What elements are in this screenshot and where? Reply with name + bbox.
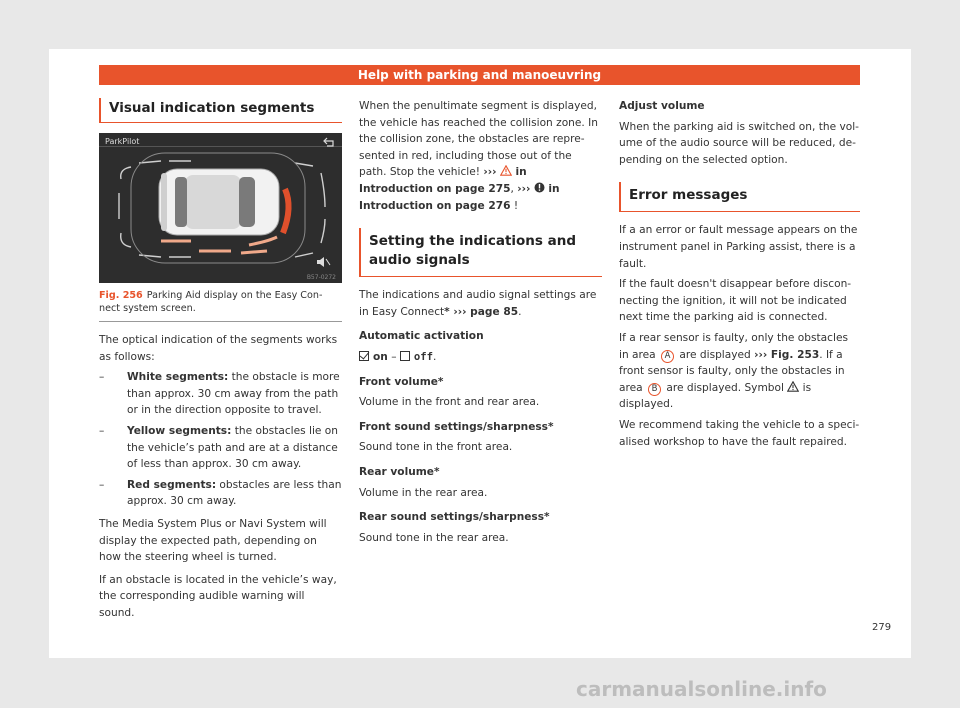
- setting-label-front-volume: Front volume*: [359, 375, 444, 388]
- section-title-error-messages: Error messages: [619, 182, 860, 212]
- list-item-label: White segments:: [127, 371, 229, 384]
- setting-label-front-sound: Front sound settings/sharpness*: [359, 420, 554, 433]
- setting-label-rear-sound: Rear sound settings/sharpness*: [359, 511, 550, 524]
- error-paragraph-4: We recommend taking the vehicle to a speci-alised workshop to have the fault repaired.: [619, 418, 860, 448]
- list-item: [99, 477, 342, 510]
- list-dash: –: [99, 371, 105, 384]
- error-text-e: is displayed.: [619, 381, 812, 411]
- figure-label: Fig. 256: [99, 290, 143, 301]
- link-separator: ,: [510, 182, 518, 195]
- settings-paragraph: [359, 287, 602, 320]
- adjust-volume-text: When the parking aid is switched on, the vol-ume of the audio source will be reduced, de-pending on the selected option.: [619, 120, 859, 166]
- intro-paragraph: The optical indication of the segments works as follows:: [99, 334, 338, 363]
- info-circle-icon: [534, 182, 545, 193]
- list-item-label: Yellow segments:: [127, 424, 232, 437]
- collision-zone-paragraph: [359, 98, 602, 214]
- collision-zone-text: When the penultimate segment is displayed, the vehicle has reached the collision zone. In the collision zone, the obstacles are repre-sented in red, including those out of the path. Stop the vehicle!: [359, 100, 598, 179]
- checkbox-checked-icon: [359, 351, 369, 361]
- option-end: .: [433, 350, 437, 363]
- option-dash: –: [387, 350, 400, 363]
- figure-code: B57-0272: [306, 274, 336, 281]
- link-introduction-page-275[interactable]: in Introduction on page 275: [359, 166, 527, 195]
- option-on: on: [373, 350, 388, 363]
- error-text-c: . If a front sensor is faulty, only the obstacles in area: [619, 348, 845, 394]
- setting-text-rear-volume: Volume in the rear area.: [359, 486, 488, 499]
- setting-automatic-activation-options: [359, 349, 602, 366]
- link-arrow[interactable]: ›››: [483, 166, 497, 179]
- link-introduction-page-276[interactable]: in Introduction on page 276: [359, 182, 560, 212]
- section-title-visual-segments: Visual indication segments: [99, 98, 342, 123]
- list-item-label: Red segments:: [127, 478, 217, 491]
- column-right: [619, 98, 860, 450]
- option-off: off: [413, 350, 434, 363]
- list-dash: –: [99, 478, 105, 491]
- paragraph-audible-warning: If an obstacle is located in the vehicle’s way, the corresponding audible warning will sound.: [99, 573, 337, 619]
- setting-label-automatic-activation: Automatic activation: [359, 330, 484, 343]
- warning-triangle-icon: [787, 381, 799, 392]
- list-item-text: the obstacles lie on the vehicle’s path and are at a distance of less than approx. 30 cm away.: [127, 424, 338, 471]
- list-item-text: the obstacle is more than approx. 30 cm away from the path or in the direction opposite to travel.: [127, 371, 340, 417]
- list-item: [99, 423, 342, 473]
- settings-text: The indications and audio signal settings are in Easy Connect: [359, 289, 597, 318]
- area-b-badge: B: [648, 383, 661, 396]
- setting-text-front-volume: Volume in the front and rear area.: [359, 396, 540, 409]
- paragraph-expected-path: The Media System Plus or Navi System will display the expected path, depending on how the steering wheel is turned.: [99, 517, 327, 564]
- figure-caption: [99, 289, 342, 322]
- link-fig-253[interactable]: ››› Fig. 253: [754, 348, 820, 361]
- section-title-settings: Setting the indications and audio signals: [359, 228, 602, 277]
- figure-caption-text: Parking Aid display on the Easy Con-nect system screen.: [99, 290, 323, 314]
- speaker-icon: [317, 257, 330, 267]
- settings-end: .: [518, 305, 522, 318]
- error-paragraph-3: [619, 330, 860, 413]
- setting-text-rear-sound: Sound tone in the rear area.: [359, 531, 509, 544]
- area-a-badge: A: [661, 350, 674, 363]
- parkpilot-screen-figure: [99, 133, 342, 283]
- error-text-b: are displayed: [676, 348, 755, 361]
- adjust-volume-label: Adjust volume: [619, 100, 705, 112]
- back-arrow-icon: [324, 138, 333, 146]
- chapter-header: Help with parking and manoeuvring: [99, 65, 860, 85]
- error-text-d: are displayed. Symbol: [663, 381, 788, 394]
- error-paragraph-2: If the fault doesn't disappear before discon-necting the ignition, it will not be indicated next time the parking aid is connected.: [619, 278, 852, 324]
- checkbox-unchecked-icon: [400, 351, 410, 361]
- parkpilot-illustration: [99, 133, 342, 283]
- screen-title: ParkPilot: [105, 137, 140, 146]
- setting-text-front-sound: Sound tone in the front area.: [359, 441, 513, 454]
- list-dash: –: [99, 424, 105, 437]
- error-paragraph-1: If a an error or fault message appears on the instrument panel in Parking assist, there is a fault.: [619, 224, 858, 270]
- page-number: 279: [872, 622, 892, 633]
- warning-triangle-icon: [500, 165, 512, 176]
- column-left: [99, 98, 342, 622]
- link-arrow[interactable]: ›››: [517, 182, 531, 195]
- error-text-a: If a rear sensor is faulty, only the obstacles in area: [619, 331, 848, 361]
- column-middle: [359, 98, 602, 546]
- list-item-text: obstacles are less than approx. 30 cm away.: [127, 478, 342, 508]
- watermark: carmanualsonline.info: [576, 677, 827, 701]
- link-page-85[interactable]: * ››› page 85: [444, 305, 519, 318]
- paragraph-end: !: [510, 199, 519, 212]
- car-topview: [159, 169, 279, 235]
- list-item: [99, 369, 342, 419]
- setting-label-rear-volume: Rear volume*: [359, 465, 440, 478]
